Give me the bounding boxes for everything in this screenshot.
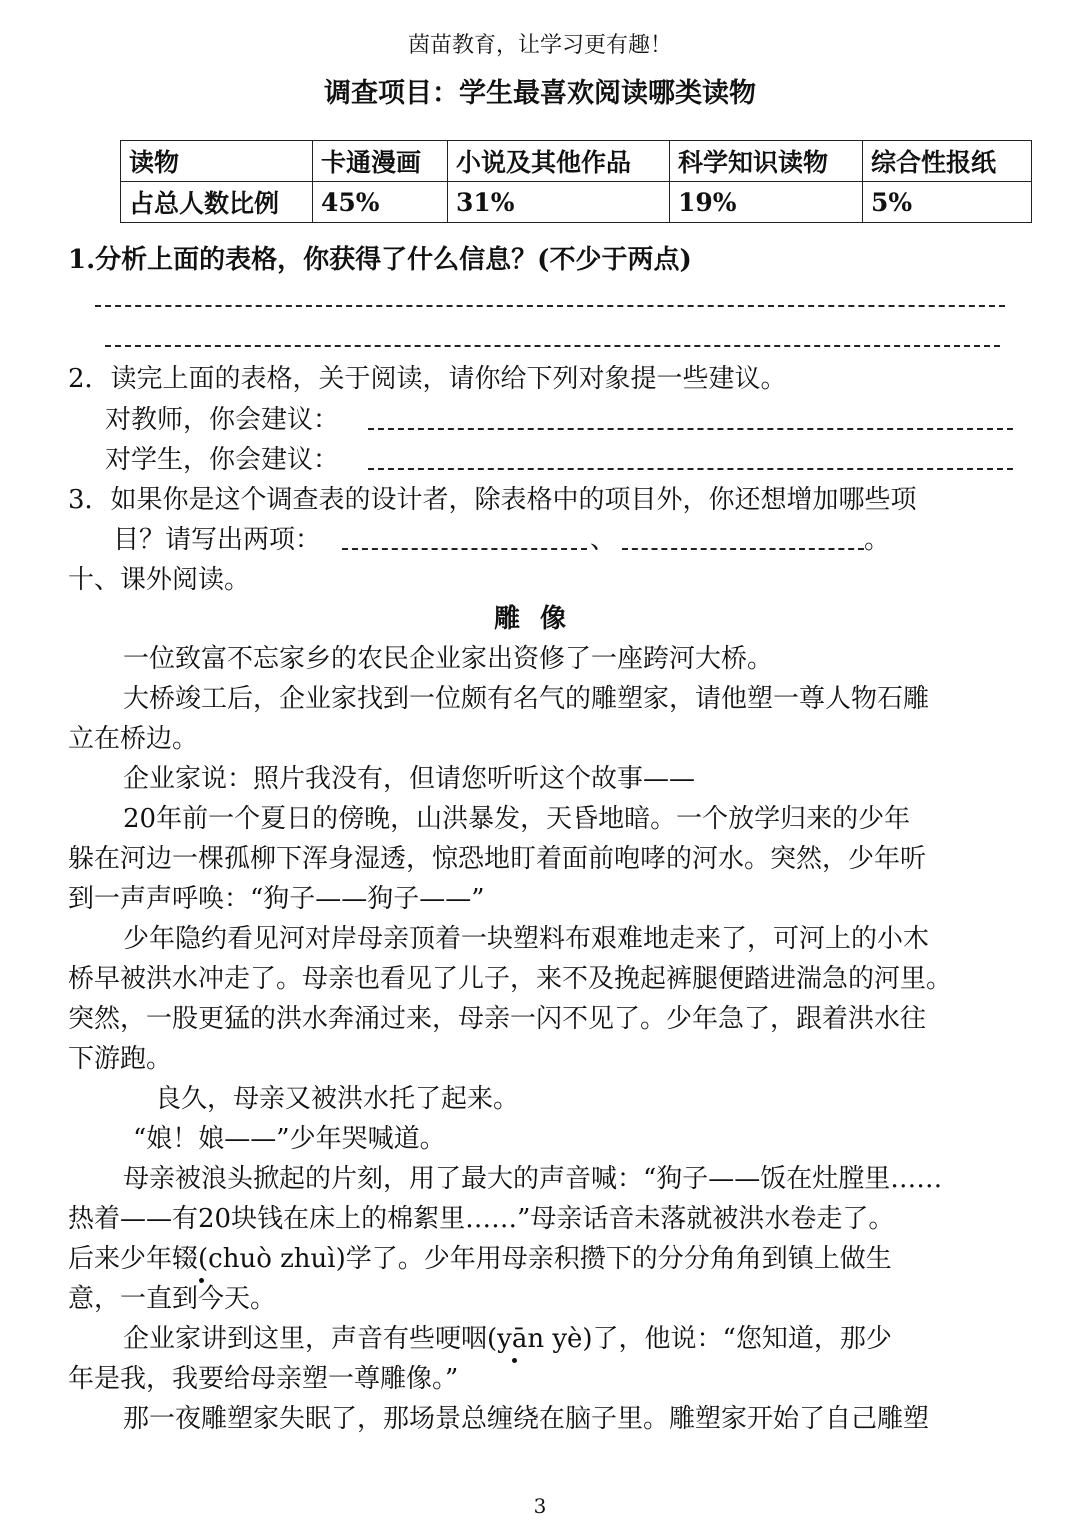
story-line: 到一声声呼唤：“狗子——狗子——”	[68, 884, 485, 914]
story-line: 意，一直到今天。	[68, 1284, 277, 1314]
section-heading: 十、课外阅读。	[68, 565, 251, 595]
story-line: 突然，一股更猛的洪水奔涌过来，母亲一闪不见了。少年急了，跟着洪水往	[68, 1004, 927, 1034]
teacher-suggestion-line[interactable]	[368, 428, 1013, 430]
student-suggestion-line[interactable]	[368, 468, 1013, 470]
table-cell: 31%	[448, 182, 670, 223]
story-line: 良久，母亲又被洪水托了起来。	[155, 1084, 520, 1114]
period: 。	[864, 525, 891, 555]
page-header: 茵苗教育，让学习更有趣！	[407, 33, 672, 58]
story-line: “娘！娘——”少年哭喊道。	[133, 1124, 446, 1154]
table-row	[121, 182, 1032, 223]
survey-title: 调查项目：学生最喜欢阅读哪类读物	[324, 78, 756, 109]
story-line: 企业家讲到这里，声音有些哽咽(yān yè)了，他说：“您知道，那少	[123, 1324, 892, 1354]
question-1: 1.分析上面的表格，你获得了什么信息？(不少于两点)	[68, 245, 692, 275]
story-line: 母亲被浪头掀起的片刻，用了最大的声音喊：“狗子——饭在灶膛里……	[123, 1164, 943, 1194]
answer-line-2[interactable]	[105, 345, 1000, 347]
item-2-line[interactable]	[622, 548, 864, 550]
table-cell: 占总人数比例	[121, 182, 313, 223]
story-line: 热着——有20块钱在床上的棉絮里……”母亲话音未落就被洪水卷走了。	[68, 1204, 895, 1234]
question-3-continued: 目？请写出两项：	[113, 525, 322, 555]
story-line: 桥早被洪水冲走了。母亲也看见了儿子，来不及挽起裤腿便踏进湍急的河里。	[68, 964, 953, 994]
question-2: 2．读完上面的表格，关于阅读，请你给下列对象提一些建议。	[68, 364, 787, 394]
story-line: 20年前一个夏日的傍晚，山洪暴发，天昏地暗。一个放学归来的少年	[123, 804, 911, 834]
story-line: 躲在河边一棵孤柳下浑身湿透，惊恐地盯着面前咆哮的河水。突然，少年听	[68, 844, 927, 874]
story-line: 少年隐约看见河对岸母亲顶着一块塑料布艰难地走来了，可河上的小木	[123, 924, 930, 954]
story-line: 一位致富不忘家乡的农民企业家出资修了一座跨河大桥。	[123, 644, 774, 674]
survey-table	[120, 140, 1032, 223]
table-header-row	[121, 141, 1032, 182]
story-line: 年是我，我要给母亲塑一尊雕像。”	[68, 1364, 459, 1394]
story-line: 大桥竣工后，企业家找到一位颇有名气的雕塑家，请他塑一尊人物石雕	[123, 684, 930, 714]
page-number: 3	[533, 1494, 547, 1518]
table-cell: 19%	[670, 182, 863, 223]
separator: 、	[590, 525, 617, 555]
table-cell: 5%	[863, 182, 1032, 223]
table-cell: 综合性报纸	[863, 141, 1032, 182]
table-cell: 科学知识读物	[670, 141, 863, 182]
question-2-teacher-label: 对教师，你会建议：	[105, 405, 340, 435]
question-3: 3．如果你是这个调查表的设计者，除表格中的项目外，你还想增加哪些项	[68, 485, 917, 515]
emphasis-dot	[512, 1358, 517, 1363]
table-cell: 卡通漫画	[313, 141, 448, 182]
story-line: 立在桥边。	[68, 724, 199, 754]
story-line: 企业家说：照片我没有，但请您听听这个故事——	[123, 764, 696, 794]
story-title: 雕像	[493, 604, 586, 634]
story-line: 那一夜雕塑家失眠了，那场景总缠绕在脑子里。雕塑家开始了自己雕塑	[123, 1404, 930, 1434]
table-cell: 读物	[121, 141, 313, 182]
question-2-student-label: 对学生，你会建议：	[105, 445, 340, 475]
answer-line-1[interactable]	[95, 305, 1005, 307]
table-cell: 小说及其他作品	[448, 141, 670, 182]
story-line: 后来少年辍(chuò zhuì)学了。少年用母亲积攒下的分分角角到镇上做生	[68, 1244, 892, 1274]
story-line: 下游跑。	[68, 1044, 173, 1074]
item-1-line[interactable]	[342, 548, 587, 550]
table-cell: 45%	[313, 182, 448, 223]
